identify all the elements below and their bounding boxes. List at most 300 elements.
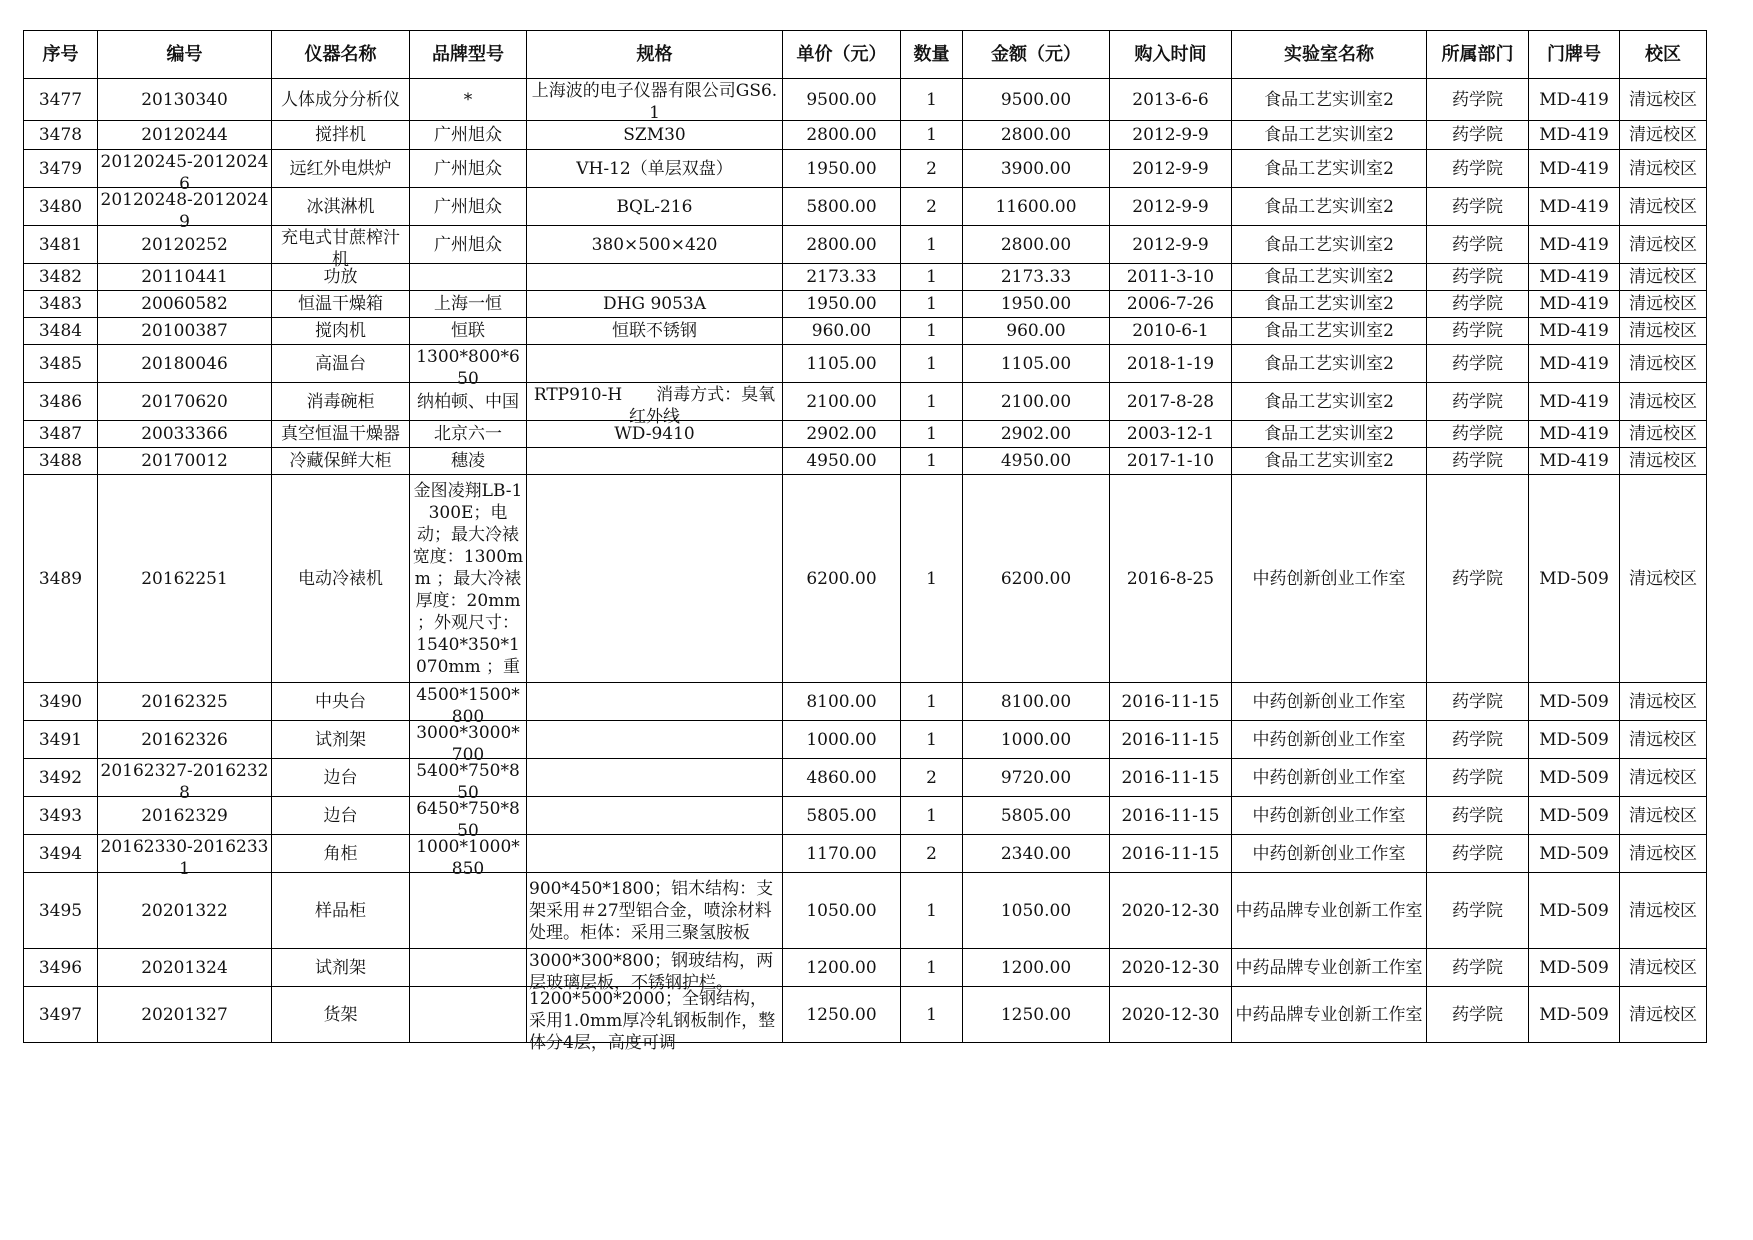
dept-text: 药学院 [1452, 234, 1503, 255]
cell-code [98, 150, 272, 194]
table-row [24, 683, 1707, 721]
spec-text: DHG 9053A [603, 294, 706, 314]
lab-text: 食品工艺实训室2 [1264, 353, 1394, 374]
cell-code [98, 188, 272, 232]
cell-seq [24, 873, 98, 949]
cell-lab [1232, 79, 1427, 121]
seq-text: 3479 [38, 158, 83, 179]
cell-qty [901, 121, 963, 150]
qty-text: 1 [926, 1004, 937, 1025]
cell-qty [901, 835, 963, 873]
cell-qty [901, 873, 963, 949]
qty-text: 1 [926, 957, 937, 978]
name-text: 中央台 [315, 691, 366, 712]
cell-code [98, 759, 272, 803]
cell-spec [527, 79, 783, 121]
cell-spec [527, 987, 783, 1053]
name-text: 充电式甘蔗榨汁机 [281, 227, 400, 270]
campus-text: 清远校区 [1629, 767, 1697, 788]
price-text: 2800.00 [806, 125, 877, 145]
campus-text: 清远校区 [1629, 321, 1697, 341]
cell-room [1529, 226, 1620, 264]
cell-code [98, 475, 272, 683]
cell-date [1110, 475, 1232, 683]
cell-lab [1232, 318, 1427, 345]
cell-name [272, 264, 410, 291]
cell-price [783, 475, 901, 683]
cell-seq [24, 949, 98, 987]
date-text: 2016-8-25 [1126, 568, 1215, 589]
cell-campus [1620, 797, 1707, 835]
price-text: 1105.00 [806, 353, 877, 374]
cell-brand [410, 721, 527, 765]
cell-amount [963, 121, 1110, 150]
cell-brand [410, 318, 527, 345]
header-amount: 金额（元） [963, 31, 1110, 79]
cell-room [1529, 150, 1620, 188]
cell-brand [410, 683, 527, 727]
seq-text: 3493 [38, 805, 83, 826]
qty-text: 1 [926, 234, 937, 255]
header-spec: 规格 [527, 31, 783, 79]
cell-name [272, 949, 410, 987]
spec-text: SZM30 [623, 125, 686, 145]
date-text: 2016-11-15 [1121, 729, 1220, 750]
name-text: 试剂架 [315, 729, 366, 750]
cell-qty [901, 448, 963, 475]
cell-lab [1232, 291, 1427, 318]
qty-text: 1 [926, 294, 937, 314]
name-text: 角柜 [323, 843, 358, 864]
seq-text: 3486 [38, 391, 83, 412]
cell-qty [901, 318, 963, 345]
cell-room [1529, 264, 1620, 291]
cell-code [98, 448, 272, 475]
cell-name [272, 291, 410, 318]
qty-text: 1 [926, 321, 937, 341]
cell-amount [963, 345, 1110, 383]
lab-text: 食品工艺实训室2 [1264, 424, 1394, 444]
price-text: 2800.00 [806, 234, 877, 255]
table-row [24, 318, 1707, 345]
room-text: MD-509 [1539, 900, 1609, 921]
cell-date [1110, 79, 1232, 121]
cell-campus [1620, 759, 1707, 797]
cell-qty [901, 797, 963, 835]
header-lab: 实验室名称 [1232, 31, 1427, 79]
cell-campus [1620, 835, 1707, 873]
amount-text: 11600.00 [995, 196, 1077, 217]
campus-text: 清远校区 [1629, 234, 1697, 255]
code-text: 20120244 [141, 125, 228, 145]
cell-room [1529, 291, 1620, 318]
cell-name [272, 318, 410, 345]
cell-lab [1232, 448, 1427, 475]
name-text: 冷藏保鲜大柜 [289, 451, 392, 471]
cell-date [1110, 797, 1232, 835]
cell-amount [963, 264, 1110, 291]
cell-name [272, 683, 410, 721]
cell-dept [1427, 797, 1529, 835]
cell-amount [963, 475, 1110, 683]
cell-campus [1620, 475, 1707, 683]
cell-price [783, 797, 901, 835]
brand-text: 广州旭众 [434, 158, 502, 179]
header-date: 购入时间 [1110, 31, 1232, 79]
seq-text: 3478 [38, 125, 83, 145]
dept-text: 药学院 [1452, 267, 1503, 287]
cell-room [1529, 721, 1620, 759]
cell-seq [24, 383, 98, 421]
seq-text: 3491 [38, 729, 83, 750]
cell-name [272, 345, 410, 383]
cell-date [1110, 121, 1232, 150]
cell-campus [1620, 150, 1707, 188]
cell-dept [1427, 226, 1529, 264]
cell-spec [527, 421, 783, 448]
cell-date [1110, 683, 1232, 721]
cell-lab [1232, 264, 1427, 291]
dept-text: 药学院 [1452, 451, 1503, 471]
qty-text: 1 [926, 267, 937, 287]
dept-text: 药学院 [1452, 767, 1503, 788]
cell-price [783, 949, 901, 987]
cell-room [1529, 835, 1620, 873]
cell-price [783, 721, 901, 759]
amount-text: 2800.00 [1000, 234, 1072, 255]
cell-code [98, 949, 272, 987]
cell-dept [1427, 291, 1529, 318]
seq-text: 3482 [38, 267, 83, 287]
code-text: 20120245-20120246 [100, 151, 269, 194]
seq-text: 3488 [38, 451, 83, 471]
table-row [24, 345, 1707, 383]
dept-text: 药学院 [1452, 125, 1503, 145]
cell-name [272, 721, 410, 759]
cell-name [272, 797, 410, 835]
price-text: 2902.00 [806, 424, 877, 444]
name-text: 消毒碗柜 [306, 391, 375, 412]
cell-amount [963, 835, 1110, 873]
cell-room [1529, 345, 1620, 383]
cell-seq [24, 291, 98, 318]
cell-room [1529, 949, 1620, 987]
room-text: MD-509 [1539, 957, 1609, 978]
header-price: 单价（元） [783, 31, 901, 79]
price-text: 9500.00 [806, 89, 877, 110]
spec-text: RTP910-H 消毒方式：臭氧 红外线 [533, 384, 776, 427]
cell-amount [963, 150, 1110, 188]
cell-code [98, 721, 272, 759]
cell-campus [1620, 949, 1707, 987]
dept-text: 药学院 [1452, 1004, 1503, 1025]
table-row [24, 264, 1707, 291]
cell-price [783, 150, 901, 188]
spec-text: BQL-216 [616, 196, 693, 217]
code-text: 20120248-20120249 [100, 189, 269, 232]
cell-room [1529, 383, 1620, 421]
cell-spec [527, 345, 783, 383]
cell-amount [963, 448, 1110, 475]
cell-campus [1620, 987, 1707, 1043]
cell-price [783, 835, 901, 873]
date-text: 2012-9-9 [1132, 234, 1209, 255]
brand-text: 穗凌 [451, 451, 485, 471]
qty-text: 1 [926, 451, 937, 471]
cell-date [1110, 949, 1232, 987]
brand-text: 恒联 [451, 321, 485, 341]
campus-text: 清远校区 [1629, 353, 1697, 374]
amount-text: 5805.00 [1000, 805, 1072, 826]
name-text: 货架 [323, 1004, 358, 1025]
cell-price [783, 873, 901, 949]
cell-date [1110, 448, 1232, 475]
brand-text: 广州旭众 [434, 234, 502, 255]
dept-text: 药学院 [1452, 158, 1503, 179]
cell-room [1529, 759, 1620, 797]
cell-date [1110, 873, 1232, 949]
cell-date [1110, 150, 1232, 188]
cell-dept [1427, 121, 1529, 150]
code-text: 20033366 [141, 424, 228, 444]
cell-lab [1232, 421, 1427, 448]
cell-amount [963, 226, 1110, 264]
price-text: 1050.00 [806, 900, 877, 921]
seq-text: 3487 [38, 424, 83, 444]
cell-amount [963, 383, 1110, 421]
cell-code [98, 318, 272, 345]
code-text: 20060582 [141, 294, 228, 314]
cell-lab [1232, 873, 1427, 949]
cell-amount [963, 949, 1110, 987]
brand-text: 6450*750*850 [416, 798, 520, 841]
cell-brand [410, 835, 527, 879]
cell-dept [1427, 721, 1529, 759]
campus-text: 清远校区 [1629, 294, 1697, 314]
cell-date [1110, 721, 1232, 759]
cell-dept [1427, 987, 1529, 1043]
qty-text: 1 [926, 125, 937, 145]
cell-name [272, 835, 410, 873]
cell-qty [901, 683, 963, 721]
spec-text: WD-9410 [614, 424, 695, 444]
cell-amount [963, 683, 1110, 721]
cell-amount [963, 759, 1110, 797]
cell-seq [24, 475, 98, 683]
dept-text: 药学院 [1452, 353, 1503, 374]
cell-dept [1427, 759, 1529, 797]
cell-brand [410, 949, 527, 987]
cell-room [1529, 421, 1620, 448]
cell-spec [527, 949, 783, 993]
amount-text: 2173.33 [1000, 267, 1072, 287]
brand-text: 5400*750*850 [416, 760, 520, 803]
cell-campus [1620, 383, 1707, 421]
cell-campus [1620, 226, 1707, 264]
dept-text: 药学院 [1452, 294, 1503, 314]
cell-brand [410, 188, 527, 226]
campus-text: 清远校区 [1629, 1004, 1697, 1025]
cell-dept [1427, 150, 1529, 188]
cell-dept [1427, 264, 1529, 291]
cell-campus [1620, 873, 1707, 949]
name-text: 边台 [323, 767, 358, 788]
name-text: 恒温干燥箱 [298, 294, 383, 314]
cell-dept [1427, 949, 1529, 987]
cell-campus [1620, 421, 1707, 448]
cell-qty [901, 949, 963, 987]
campus-text: 清远校区 [1629, 267, 1697, 287]
cell-room [1529, 318, 1620, 345]
cell-price [783, 345, 901, 383]
cell-campus [1620, 264, 1707, 291]
amount-text: 1105.00 [1000, 353, 1072, 374]
campus-text: 清远校区 [1629, 900, 1697, 921]
room-text: MD-419 [1539, 125, 1609, 145]
lab-text: 食品工艺实训室2 [1264, 294, 1394, 314]
cell-name [272, 448, 410, 475]
lab-text: 食品工艺实训室2 [1264, 125, 1394, 145]
cell-price [783, 421, 901, 448]
dept-text: 药学院 [1452, 805, 1503, 826]
code-text: 20201322 [141, 900, 228, 921]
brand-text: * [463, 89, 473, 110]
cell-price [783, 759, 901, 797]
code-text: 20162330-20162331 [100, 836, 269, 879]
campus-text: 清远校区 [1629, 957, 1697, 978]
name-text: 边台 [323, 805, 358, 826]
cell-campus [1620, 448, 1707, 475]
cell-amount [963, 987, 1110, 1043]
dept-text: 药学院 [1452, 843, 1503, 864]
header-seq: 序号 [24, 31, 98, 79]
cell-name [272, 475, 410, 683]
cell-dept [1427, 318, 1529, 345]
cell-price [783, 318, 901, 345]
cell-code [98, 835, 272, 879]
brand-text: 广州旭众 [434, 196, 502, 217]
cell-name [272, 873, 410, 949]
cell-seq [24, 121, 98, 150]
code-text: 20162325 [141, 691, 228, 712]
cell-spec [527, 383, 783, 427]
cell-price [783, 121, 901, 150]
date-text: 2010-6-1 [1132, 321, 1209, 341]
cell-brand [410, 987, 527, 1043]
cell-seq [24, 797, 98, 835]
cell-date [1110, 383, 1232, 421]
qty-text: 1 [926, 568, 937, 589]
cell-name [272, 121, 410, 150]
spec-text: 900*450*1800；铝木结构：支架采用＃27型铝合金，喷涂材料处理。柜体：采用三聚氢胺板 [529, 878, 774, 943]
cell-amount [963, 721, 1110, 759]
date-text: 2017-1-10 [1126, 451, 1215, 471]
qty-text: 2 [926, 767, 937, 788]
cell-date [1110, 759, 1232, 797]
cell-dept [1427, 835, 1529, 873]
price-text: 6200.00 [806, 568, 877, 589]
room-text: MD-419 [1539, 89, 1609, 110]
cell-code [98, 987, 272, 1043]
cell-lab [1232, 759, 1427, 797]
lab-text: 中药创新创业工作室 [1252, 843, 1406, 864]
code-text: 20170620 [141, 391, 228, 412]
cell-dept [1427, 873, 1529, 949]
qty-text: 1 [926, 691, 937, 712]
price-text: 2173.33 [806, 267, 877, 287]
qty-text: 1 [926, 729, 937, 750]
campus-text: 清远校区 [1629, 451, 1697, 471]
cell-seq [24, 683, 98, 721]
room-text: MD-419 [1539, 294, 1609, 314]
cell-qty [901, 79, 963, 121]
campus-text: 清远校区 [1629, 196, 1697, 217]
lab-text: 食品工艺实训室2 [1264, 89, 1394, 110]
cell-brand [410, 448, 527, 475]
lab-text: 食品工艺实训室2 [1264, 158, 1394, 179]
qty-text: 2 [926, 843, 937, 864]
table-row [24, 188, 1707, 226]
code-text: 20162251 [141, 568, 228, 589]
cell-dept [1427, 79, 1529, 121]
spec-text: VH-12（单层双盘） [576, 158, 733, 179]
price-text: 960.00 [811, 321, 872, 341]
qty-text: 2 [926, 196, 937, 217]
cell-spec [527, 759, 783, 797]
cell-seq [24, 345, 98, 383]
dept-text: 药学院 [1452, 321, 1503, 341]
cell-brand [410, 264, 527, 291]
cell-room [1529, 448, 1620, 475]
cell-amount [963, 188, 1110, 226]
room-text: MD-509 [1539, 805, 1609, 826]
amount-text: 2800.00 [1000, 125, 1072, 145]
cell-date [1110, 318, 1232, 345]
qty-text: 1 [926, 89, 937, 110]
cell-code [98, 421, 272, 448]
date-text: 2018-1-19 [1126, 353, 1215, 374]
cell-campus [1620, 79, 1707, 121]
cell-qty [901, 475, 963, 683]
lab-text: 中药创新创业工作室 [1252, 568, 1406, 589]
campus-text: 清远校区 [1629, 729, 1697, 750]
header-qty: 数量 [901, 31, 963, 79]
code-text: 20162327-20162328 [100, 760, 269, 803]
cell-code [98, 79, 272, 121]
brand-text: 纳柏顿、中国 [417, 391, 519, 412]
cell-price [783, 188, 901, 226]
cell-spec [527, 835, 783, 873]
brand-text: 上海一恒 [434, 294, 502, 314]
name-text: 搅肉机 [315, 321, 366, 341]
cell-name [272, 759, 410, 797]
cell-price [783, 448, 901, 475]
campus-text: 清远校区 [1629, 568, 1697, 589]
cell-room [1529, 987, 1620, 1043]
brand-text: 3000*3000*700 [416, 722, 520, 765]
cell-name [272, 226, 410, 270]
code-text: 20100387 [141, 321, 228, 341]
cell-code [98, 121, 272, 150]
date-text: 2020-12-30 [1121, 900, 1220, 921]
header-name: 仪器名称 [272, 31, 410, 79]
amount-text: 6200.00 [1000, 568, 1072, 589]
cell-qty [901, 226, 963, 264]
price-text: 1950.00 [806, 158, 877, 179]
lab-text: 食品工艺实训室2 [1264, 234, 1394, 255]
code-text: 20170012 [141, 451, 228, 471]
qty-text: 1 [926, 424, 937, 444]
